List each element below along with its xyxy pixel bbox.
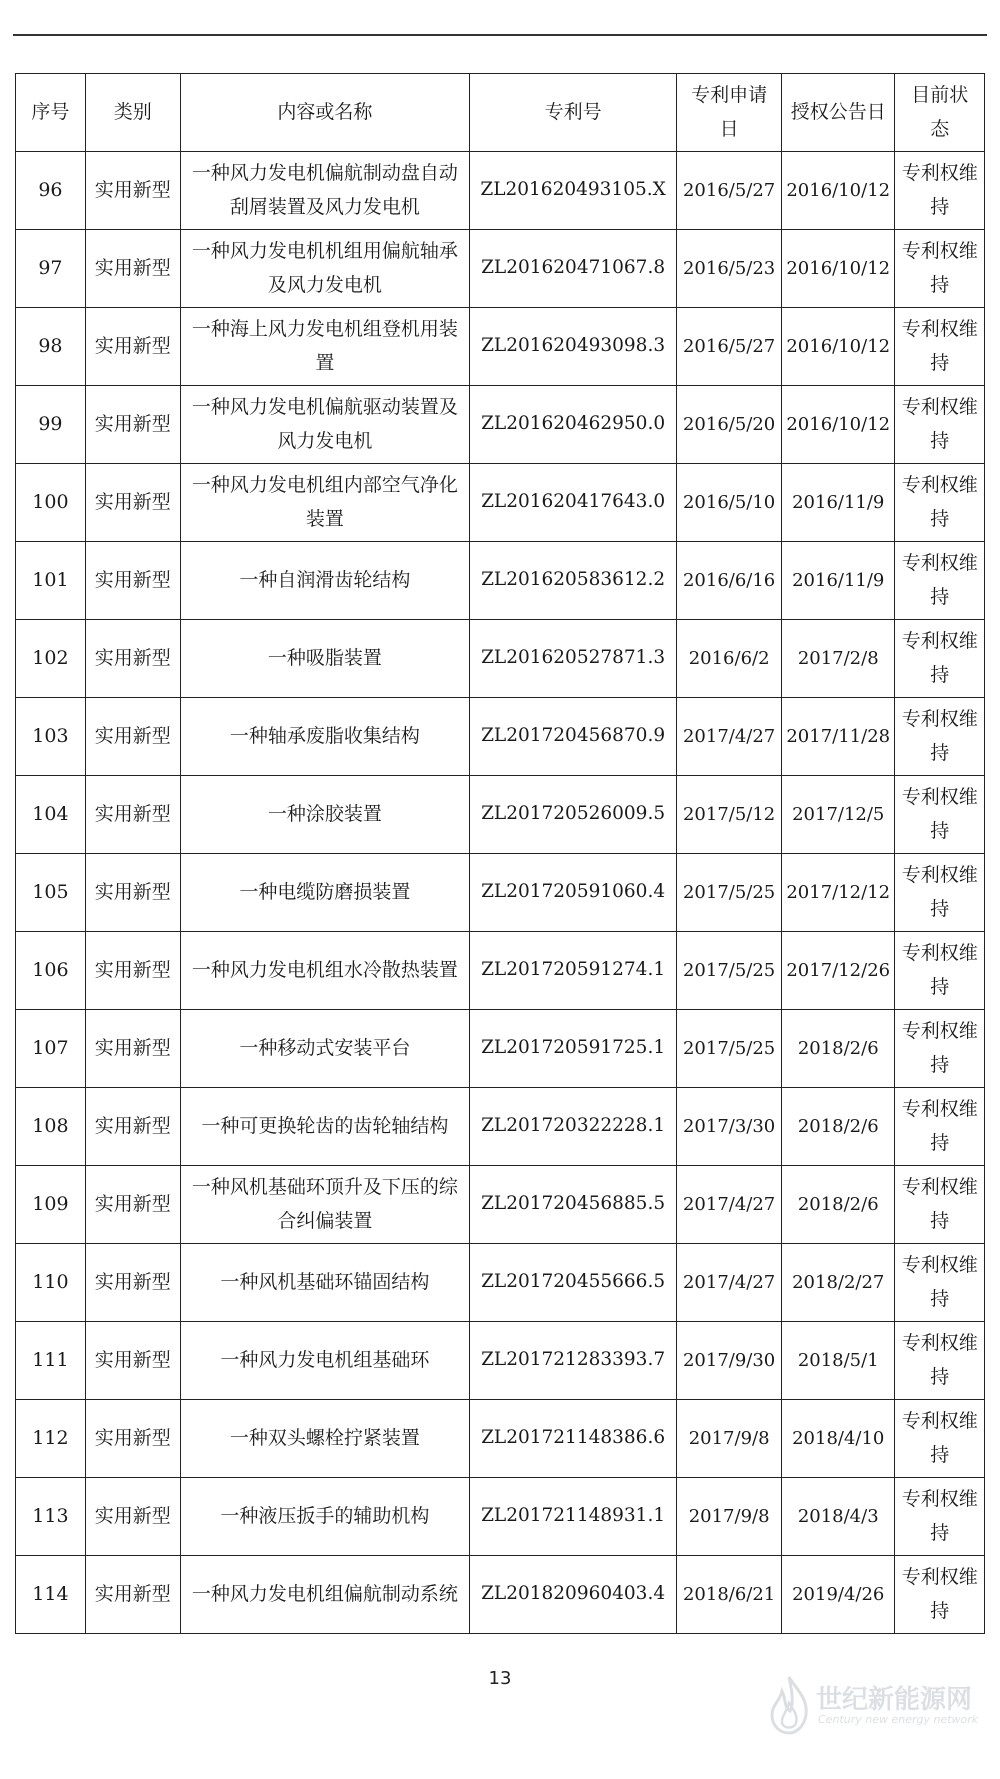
cell-grant-date: 2018/4/10 (782, 1400, 895, 1478)
cell-application-date: 2017/5/12 (677, 776, 782, 854)
cell-patent-number: ZL201720591060.4 (469, 854, 676, 932)
cell-grant-date: 2016/10/12 (782, 230, 895, 308)
watermark-logo (754, 1671, 984, 1741)
cell-name: 一种移动式安装平台 (180, 1010, 469, 1088)
cell-index: 110 (16, 1244, 86, 1322)
cell-category: 实用新型 (85, 854, 180, 932)
cell-index: 97 (16, 230, 86, 308)
cell-name: 一种风力发电机组内部空气净化装置 (180, 464, 469, 542)
table-row (16, 1322, 985, 1400)
cell-name: 一种风力发电机偏航制动盘自动刮屑装置及风力发电机 (180, 152, 469, 230)
cell-category: 实用新型 (85, 152, 180, 230)
cell-status: 专利权维持 (895, 386, 985, 464)
cell-status: 专利权维持 (895, 620, 985, 698)
cell-category: 实用新型 (85, 386, 180, 464)
cell-patent-number: ZL201820960403.4 (469, 1556, 676, 1634)
cell-application-date: 2016/5/23 (677, 230, 782, 308)
table-row (16, 464, 985, 542)
cell-patent-number: ZL201620493105.X (469, 152, 676, 230)
cell-status: 专利权维持 (895, 1556, 985, 1634)
watermark-subtitle: Century new energy network (818, 1713, 979, 1726)
cell-name: 一种液压扳手的辅助机构 (180, 1478, 469, 1556)
cell-patent-number: ZL201721148386.6 (469, 1400, 676, 1478)
header-rule (13, 34, 987, 36)
table-row (16, 932, 985, 1010)
cell-grant-date: 2016/11/9 (782, 542, 895, 620)
cell-patent-number: ZL201720456870.9 (469, 698, 676, 776)
table-row (16, 1400, 985, 1478)
cell-application-date: 2016/5/27 (677, 308, 782, 386)
patent-table (15, 73, 985, 1634)
cell-patent-number: ZL201720526009.5 (469, 776, 676, 854)
cell-application-date: 2017/4/27 (677, 1166, 782, 1244)
cell-index: 104 (16, 776, 86, 854)
cell-index: 100 (16, 464, 86, 542)
cell-status: 专利权维持 (895, 1010, 985, 1088)
cell-category: 实用新型 (85, 1556, 180, 1634)
table-row (16, 1010, 985, 1088)
cell-category: 实用新型 (85, 1166, 180, 1244)
cell-application-date: 2017/5/25 (677, 932, 782, 1010)
cell-application-date: 2017/9/30 (677, 1322, 782, 1400)
cell-status: 专利权维持 (895, 932, 985, 1010)
cell-application-date: 2016/5/10 (677, 464, 782, 542)
cell-application-date: 2016/6/2 (677, 620, 782, 698)
cell-grant-date: 2017/11/28 (782, 698, 895, 776)
header-status: 目前状态 (895, 74, 985, 152)
cell-category: 实用新型 (85, 932, 180, 1010)
cell-grant-date: 2017/12/26 (782, 932, 895, 1010)
cell-application-date: 2017/9/8 (677, 1400, 782, 1478)
cell-status: 专利权维持 (895, 1088, 985, 1166)
cell-grant-date: 2018/2/6 (782, 1166, 895, 1244)
cell-patent-number: ZL201620583612.2 (469, 542, 676, 620)
header-index: 序号 (16, 74, 86, 152)
watermark-title: 世纪新能源网 (816, 1685, 973, 1715)
cell-status: 专利权维持 (895, 1166, 985, 1244)
table-row (16, 1244, 985, 1322)
cell-name: 一种风力发电机组偏航制动系统 (180, 1556, 469, 1634)
cell-index: 107 (16, 1010, 86, 1088)
cell-application-date: 2017/3/30 (677, 1088, 782, 1166)
cell-category: 实用新型 (85, 620, 180, 698)
cell-status: 专利权维持 (895, 464, 985, 542)
cell-name: 一种可更换轮齿的齿轮轴结构 (180, 1088, 469, 1166)
cell-status: 专利权维持 (895, 854, 985, 932)
cell-status: 专利权维持 (895, 230, 985, 308)
cell-status: 专利权维持 (895, 1400, 985, 1478)
table-row (16, 776, 985, 854)
cell-name: 一种涂胶装置 (180, 776, 469, 854)
cell-index: 102 (16, 620, 86, 698)
cell-category: 实用新型 (85, 1478, 180, 1556)
cell-name: 一种风力发电机组水冷散热装置 (180, 932, 469, 1010)
flame-icon (762, 1673, 816, 1737)
header-patent-number: 专利号 (469, 74, 676, 152)
cell-status: 专利权维持 (895, 1244, 985, 1322)
cell-category: 实用新型 (85, 776, 180, 854)
cell-grant-date: 2018/5/1 (782, 1322, 895, 1400)
cell-patent-number: ZL201720591274.1 (469, 932, 676, 1010)
cell-index: 111 (16, 1322, 86, 1400)
page-number: 13 (488, 1668, 512, 1689)
cell-category: 实用新型 (85, 1322, 180, 1400)
cell-application-date: 2018/6/21 (677, 1556, 782, 1634)
table-row (16, 1556, 985, 1634)
cell-grant-date: 2018/2/27 (782, 1244, 895, 1322)
cell-index: 112 (16, 1400, 86, 1478)
cell-name: 一种风力发电机组基础环 (180, 1322, 469, 1400)
cell-name: 一种轴承废脂收集结构 (180, 698, 469, 776)
cell-application-date: 2016/5/27 (677, 152, 782, 230)
cell-patent-number: ZL201721148931.1 (469, 1478, 676, 1556)
cell-index: 101 (16, 542, 86, 620)
table-row (16, 542, 985, 620)
cell-status: 专利权维持 (895, 1478, 985, 1556)
cell-category: 实用新型 (85, 464, 180, 542)
cell-status: 专利权维持 (895, 776, 985, 854)
cell-patent-number: ZL201620493098.3 (469, 308, 676, 386)
cell-index: 108 (16, 1088, 86, 1166)
table-row (16, 698, 985, 776)
cell-name: 一种吸脂装置 (180, 620, 469, 698)
cell-status: 专利权维持 (895, 152, 985, 230)
cell-application-date: 2016/6/16 (677, 542, 782, 620)
cell-name: 一种风力发电机机组用偏航轴承及风力发电机 (180, 230, 469, 308)
cell-patent-number: ZL201720456885.5 (469, 1166, 676, 1244)
cell-grant-date: 2018/2/6 (782, 1010, 895, 1088)
cell-grant-date: 2016/10/12 (782, 152, 895, 230)
cell-status: 专利权维持 (895, 1322, 985, 1400)
cell-application-date: 2017/4/27 (677, 698, 782, 776)
cell-index: 103 (16, 698, 86, 776)
cell-name: 一种双头螺栓拧紧装置 (180, 1400, 469, 1478)
cell-grant-date: 2017/12/12 (782, 854, 895, 932)
cell-index: 105 (16, 854, 86, 932)
cell-grant-date: 2017/12/5 (782, 776, 895, 854)
cell-grant-date: 2019/4/26 (782, 1556, 895, 1634)
cell-category: 实用新型 (85, 230, 180, 308)
header-name: 内容或名称 (180, 74, 469, 152)
table-row (16, 386, 985, 464)
cell-status: 专利权维持 (895, 542, 985, 620)
cell-grant-date: 2018/2/6 (782, 1088, 895, 1166)
table-header-row (16, 74, 985, 152)
cell-patent-number: ZL201721283393.7 (469, 1322, 676, 1400)
cell-grant-date: 2018/4/3 (782, 1478, 895, 1556)
cell-application-date: 2017/5/25 (677, 854, 782, 932)
header-application-date: 专利申请日 (677, 74, 782, 152)
cell-category: 实用新型 (85, 308, 180, 386)
cell-name: 一种海上风力发电机组登机用装置 (180, 308, 469, 386)
cell-index: 109 (16, 1166, 86, 1244)
cell-application-date: 2017/5/25 (677, 1010, 782, 1088)
cell-grant-date: 2017/2/8 (782, 620, 895, 698)
table-row (16, 854, 985, 932)
cell-index: 98 (16, 308, 86, 386)
cell-patent-number: ZL201720591725.1 (469, 1010, 676, 1088)
table-row (16, 230, 985, 308)
cell-name: 一种电缆防磨损装置 (180, 854, 469, 932)
cell-name: 一种自润滑齿轮结构 (180, 542, 469, 620)
cell-category: 实用新型 (85, 1400, 180, 1478)
cell-grant-date: 2016/10/12 (782, 308, 895, 386)
header-grant-date: 授权公告日 (782, 74, 895, 152)
cell-status: 专利权维持 (895, 698, 985, 776)
cell-index: 113 (16, 1478, 86, 1556)
cell-name: 一种风机基础环顶升及下压的综合纠偏装置 (180, 1166, 469, 1244)
cell-category: 实用新型 (85, 1244, 180, 1322)
cell-application-date: 2016/5/20 (677, 386, 782, 464)
cell-index: 96 (16, 152, 86, 230)
cell-category: 实用新型 (85, 698, 180, 776)
table-row (16, 1166, 985, 1244)
cell-grant-date: 2016/11/9 (782, 464, 895, 542)
cell-category: 实用新型 (85, 1010, 180, 1088)
cell-patent-number: ZL201620462950.0 (469, 386, 676, 464)
header-category: 类别 (85, 74, 180, 152)
cell-patent-number: ZL201720455666.5 (469, 1244, 676, 1322)
table-row (16, 152, 985, 230)
cell-patent-number: ZL201620527871.3 (469, 620, 676, 698)
cell-name: 一种风力发电机偏航驱动装置及风力发电机 (180, 386, 469, 464)
cell-index: 99 (16, 386, 86, 464)
cell-application-date: 2017/9/8 (677, 1478, 782, 1556)
cell-category: 实用新型 (85, 1088, 180, 1166)
cell-index: 106 (16, 932, 86, 1010)
cell-name: 一种风机基础环锚固结构 (180, 1244, 469, 1322)
cell-category: 实用新型 (85, 542, 180, 620)
cell-index: 114 (16, 1556, 86, 1634)
table-row (16, 1478, 985, 1556)
table-row (16, 620, 985, 698)
cell-patent-number: ZL201620417643.0 (469, 464, 676, 542)
cell-patent-number: ZL201620471067.8 (469, 230, 676, 308)
cell-grant-date: 2016/10/12 (782, 386, 895, 464)
table-row (16, 308, 985, 386)
cell-application-date: 2017/4/27 (677, 1244, 782, 1322)
cell-patent-number: ZL201720322228.1 (469, 1088, 676, 1166)
table-row (16, 1088, 985, 1166)
cell-status: 专利权维持 (895, 308, 985, 386)
